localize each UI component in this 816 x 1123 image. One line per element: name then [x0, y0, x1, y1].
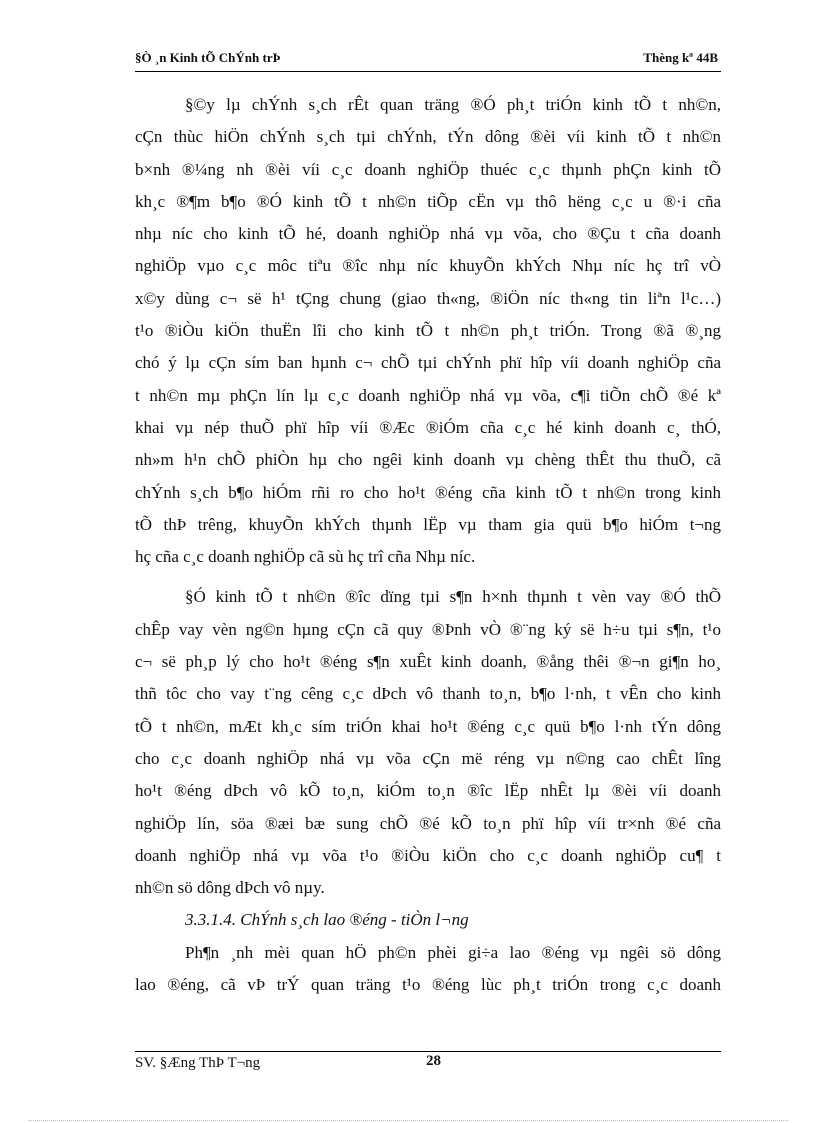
footer-divider — [135, 1051, 721, 1052]
paragraph-gap — [135, 573, 721, 581]
paragraph-line: thñ tôc cho vay t¨ng cêng c¸c dÞch vô thanh to¸n, b¶o l·nh, t vÊn cho kinh — [135, 684, 721, 704]
page-bottom-edge — [28, 1120, 788, 1121]
paragraph-line: hç cña c¸c doanh nghiÖp cã sù hç trî cña Nhµ níc. — [135, 547, 476, 567]
body-text — [135, 89, 721, 1001]
footer-author: SV. §Æng ThÞ T¬ng — [135, 1055, 261, 1071]
paragraph-line: kh¸c ®¶m b¶o ®Ó kinh tÕ t nh©n tiÕp cËn vµ thô hëng c¸c u ®·i cña — [135, 191, 721, 211]
paragraph-line: ho¹t ®éng dÞch vô kÕ to¸n, kiÓm to¸n ®îc lËp nhÊt lµ ®èi víi doanh — [135, 781, 721, 801]
paragraph-line: lao ®éng, cã vÞ trÝ quan träng t¹o ®éng lùc ph¸t triÓn trong c¸c doanh — [135, 975, 721, 995]
page-number: 28 — [426, 1053, 441, 1069]
paragraph-line: tÕ t nh©n, mÆt kh¸c sím triÓn khai ho¹t ®éng c¸c quü b¶o l·nh tÝn dông — [135, 716, 721, 736]
paragraph-line: t nh©n mµ phÇn lín lµ c¸c doanh nghiÖp nhá vµ võa, c¶i tiÕn chÕ ®é kª — [135, 385, 721, 405]
paragraph-line: cho c¸c doanh nghiÖp nhá vµ võa cÇn më réng vµ n©ng cao chÊt lîng — [135, 748, 721, 768]
paragraph-line: chó ý lµ cÇn sím ban hµnh c¬ chÕ tµi chÝnh phï hîp víi doanh nghiÖp cña — [135, 353, 721, 373]
paragraph-1 — [135, 89, 721, 573]
paragraph-line: §Ó kinh tÕ t nh©n ®îc dïng tµi s¶n h×nh thµnh t vèn vay ®Ó thÕ — [185, 587, 721, 607]
paragraph-line: nh©n sö dông dÞch vô nµy. — [135, 878, 325, 898]
paragraph-line: nghiÖp vµo c¸c môc tiªu ®îc nhµ níc khuyÕn khÝch Nhµ níc hç trî vÒ — [135, 256, 721, 276]
paragraph-line: §©y lµ chÝnh s¸ch rÊt quan träng ®Ó ph¸t triÓn kinh tÕ t nh©n, — [185, 95, 721, 114]
paragraph-line: t¹o ®iÒu kiÖn thuËn lîi cho kinh tÕ t nh©n ph¸t triÓn. Trong ®ã ®¸ng — [135, 321, 721, 341]
paragraph-3 — [135, 937, 721, 1002]
paragraph-line: x©y dùng c¬ së h¹ tÇng chung (giao th«ng, ®iÖn níc th«ng tin liªn l¹c…) — [135, 288, 721, 308]
paragraph-line: doanh nghiÖp nhá vµ võa t¹o ®iÒu kiÖn cho c¸c doanh nghiÖp cu¶ t — [135, 845, 721, 865]
running-header-left: §Ò ¸n Kinh tÕ ChÝnh trÞ — [135, 50, 281, 65]
paragraph-line: c¬ së ph¸p lý cho ho¹t ®éng s¶n xuÊt kinh doanh, ®ång thêi ®¬n gi¶n ho¸ — [135, 652, 721, 672]
header-divider — [135, 71, 721, 72]
paragraph-line: b×nh ®¼ng nh ®èi víi c¸c doanh nghiÖp thuéc c¸c thµnh phÇn kinh tÕ — [135, 159, 721, 179]
running-header-right: Thèng kª 44B — [643, 50, 718, 65]
paragraph-line: chÊp vay vèn ng©n hµng cÇn cã quy ®Þnh vÒ ®¨ng ký së h÷u tµi s¶n, t¹o — [135, 619, 721, 639]
paragraph-line: Ph¶n ¸nh mèi quan hÖ ph©n phèi gi÷a lao ®éng vµ ngêi sö dông — [185, 942, 721, 962]
paragraph-line: nghiÖp lín, söa ®æi bæ sung chÕ ®é kÕ to¸n phï hîp víi tr×nh ®é cña — [135, 813, 721, 833]
paragraph-line: cÇn thùc hiÖn chÝnh s¸ch tµi chÝnh, tÝn dông ®èi víi kinh tÕ t nh©n — [135, 127, 721, 147]
paragraph-line: chÝnh s¸ch b¶o hiÓm rñi ro cho ho¹t ®éng cña kinh tÕ t nh©n trong kinh — [135, 482, 721, 502]
paragraph-2 — [135, 581, 721, 904]
paragraph-line: tÕ thÞ trêng, khuyÕn khÝch thµnh lËp vµ tham gia quü b¶o hiÓm t¬ng — [135, 514, 721, 534]
section-subheading: 3.3.1.4. ChÝnh s¸ch lao ®éng - tiÒn l¬ng — [185, 910, 469, 930]
paragraph-line: khai vµ nép thuÕ phï hîp víi ®Æc ®iÓm cña c¸c hé kinh doanh c¸ thÓ, — [135, 417, 721, 437]
paragraph-line: nhµ níc cho kinh tÕ hé, doanh nghiÖp nhá vµ võa, cho ®Çu t cña doanh — [135, 224, 721, 244]
paragraph-line: nh»m h¹n chÕ phiÒn hµ cho ngêi kinh doanh vµ chèng thÊt thu thuÕ, cã — [135, 450, 721, 470]
